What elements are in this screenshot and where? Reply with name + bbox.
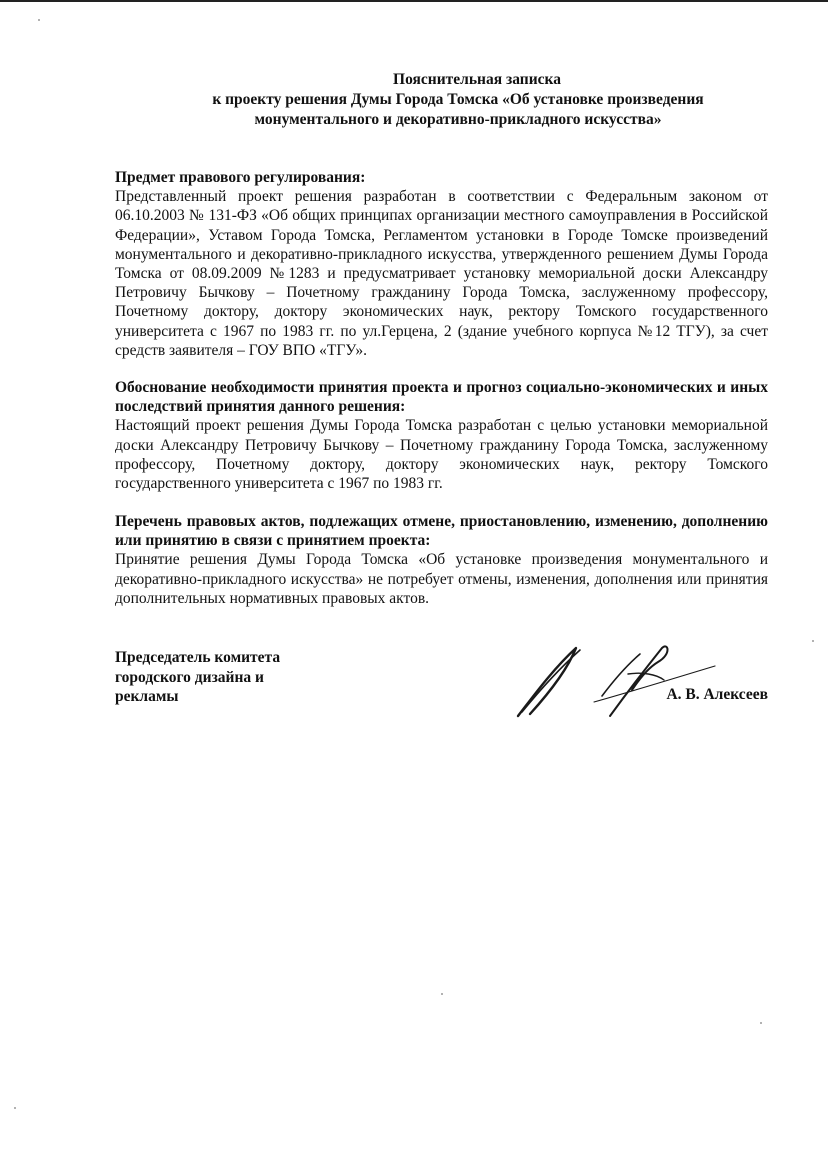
section-heading: Обоснование необходимости принятия проекта и прогноз социально-экономических и иных последствий принятия данного решения: <box>115 379 768 416</box>
page-top-border <box>0 0 828 2</box>
section-body: Представленный проект решения разработан в соответствии с Федеральным законом от 06.10.2003 № 131-ФЗ «Об общих принципах организации местного самоуправления в Российской Федерации», Уставом Города Томска, Регламентом установки в Городе Томске произведений монументального и декоративно-прикладного искусства, утвержденного решением Думы Города Томска от 08.09.2009 №1283 и предусматривает установку мемориальной доски Александру Петровичу Бычкову – Почетному гражданину Города Томска, заслуженному профессору, Почетному доктору, доктору экономических наук, ректору Томского государственного университета с 1967 по 1983 гг. по ул.Герцена, 2 (здание учебного корпуса №12 ТГУ), за счет средств заявителя – ГОУ ВПО «ТГУ». <box>115 188 768 359</box>
section-justification <box>115 378 768 493</box>
section-legal-subject <box>115 168 768 360</box>
signer-position-line: Председатель комитета <box>115 649 281 666</box>
title-line-1: Пояснительная записка <box>393 71 561 88</box>
section-body: Принятие решения Думы Города Томска «Об установке произведения монументального и декоративно-прикладного искусства» не потребует отмены, изменения, дополнения или принятия дополнительных нормативных правовых актов. <box>115 551 768 607</box>
scan-speck <box>441 993 443 995</box>
section-body: Настоящий проект решения Думы Города Томска разработан с целью установки мемориальной доски Александру Петровичу Бычкову – Почетному гражданину Города Томска, заслуженному профессору, Почетному доктору, доктору экономических наук, ректору Томского государственного университета с 1967 по 1983 гг. <box>115 417 768 493</box>
scan-speck <box>760 1022 762 1024</box>
section-legal-acts <box>115 512 768 608</box>
scan-speck <box>38 19 40 21</box>
scan-speck <box>14 1107 16 1109</box>
signer-position <box>115 648 280 707</box>
signer-position-line: рекламы <box>115 688 179 705</box>
signer-name: А. В. Алексеев <box>666 686 768 703</box>
section-heading: Предмет правового регулирования: <box>115 169 366 186</box>
title-line-2: к проекту решения Думы Города Томска «Об установке произведения <box>212 91 704 108</box>
document-title <box>115 70 767 130</box>
scan-speck <box>812 640 814 642</box>
signer-position-line: городского дизайна и <box>115 668 264 686</box>
title-line-3: монументального и декоративно-прикладного искусства» <box>254 111 662 128</box>
section-heading: Перечень правовых актов, подлежащих отмене, приостановлению, изменению, дополнению или принятию в связи с принятием проекта: <box>115 513 768 550</box>
handwritten-signature <box>510 640 720 725</box>
